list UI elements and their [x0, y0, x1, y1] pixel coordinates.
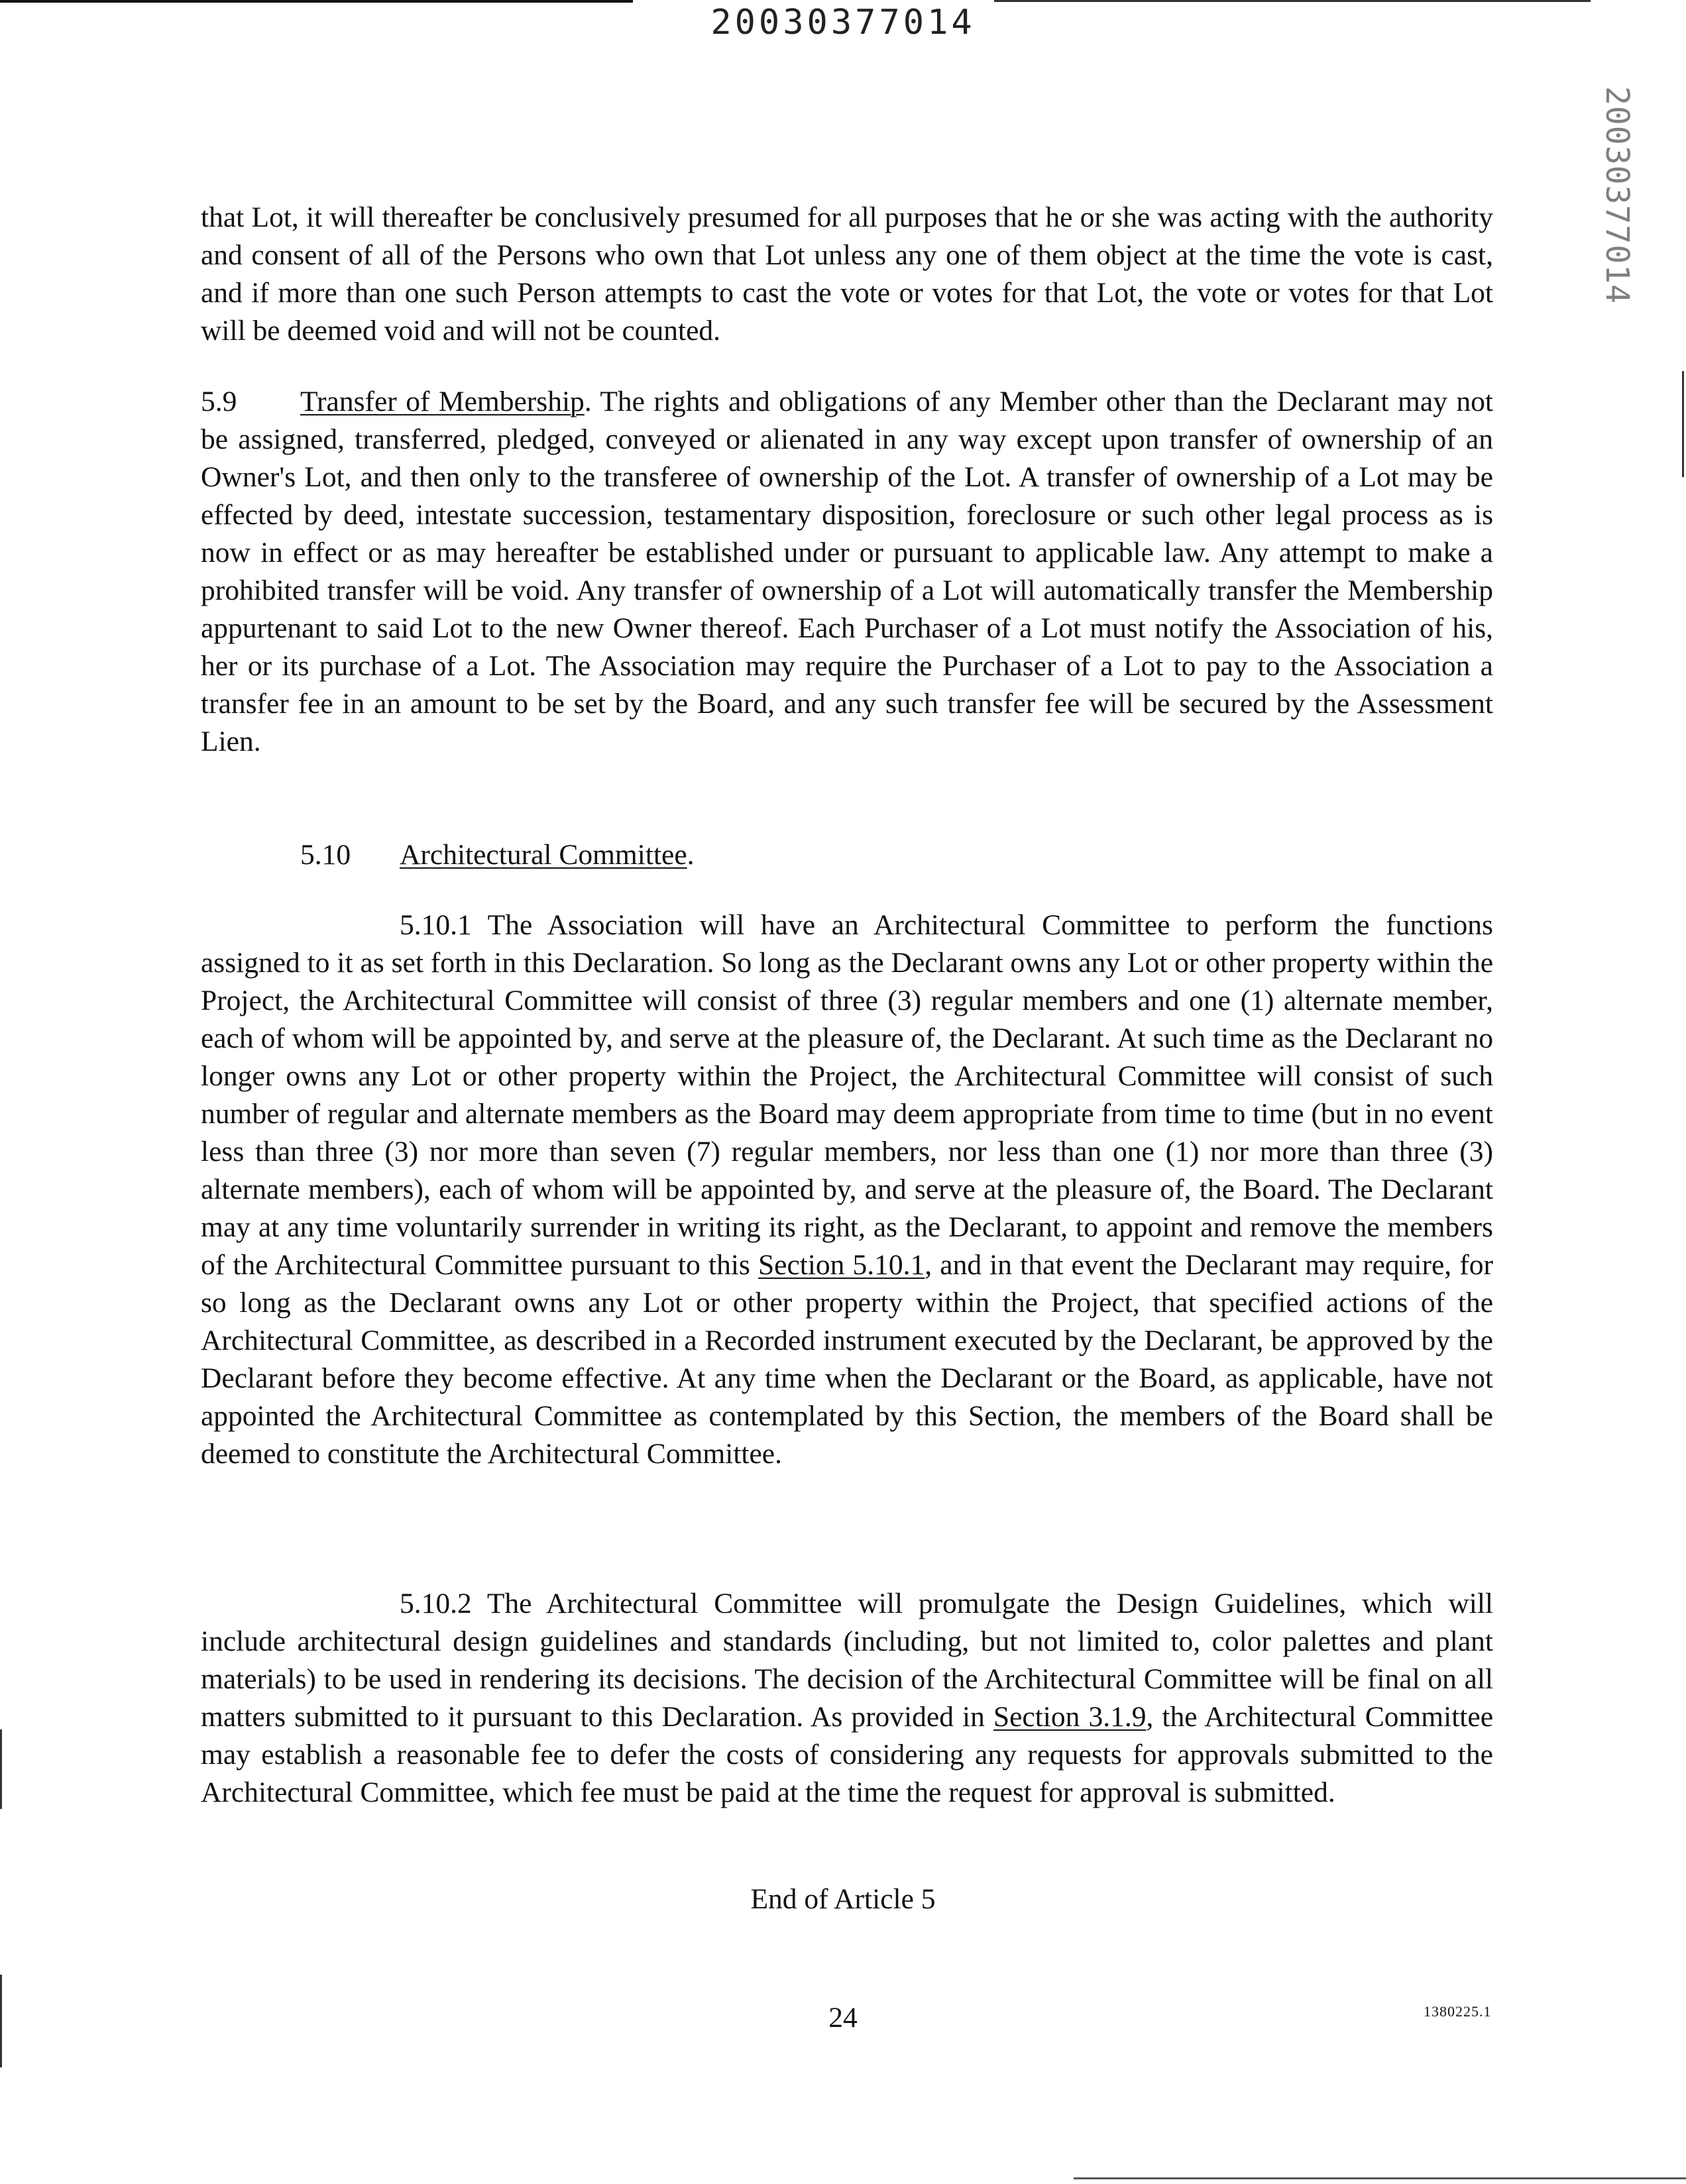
section-body: , and in that event the Declarant may require, for so long as the Declarant owns any Lot or other property within the Project, that specified actions of the Architectural Committee, as described in a Recorded instrument executed by the Declarant, be approved by the Declarant before they become effective. At any time when the Declarant or the Board, as applicable, have not appointed the Architectural Committee as contemplated by this Section, the members of the Board shall be deemed to constitute the Architectural Committee. [201, 1249, 1494, 1470]
document-id: 1380225.1 [1424, 2003, 1492, 2020]
paragraph-vote-continuation [201, 199, 1493, 350]
section-5-10-1 [201, 906, 1493, 1473]
section-body: . The rights and obligations of any Member other than the Declarant may not be assigned, transferred, pledged, conveyed or alienated in any way except upon transfer of ownership of an Owner's Lot, and then only to the transferee of ownership of the Lot. A transfer of ownership of a Lot may be effected by deed, intestate succession, testamentary disposition, foreclosure or such other legal process as is now in effect or as may hereafter be established under or pursuant to applicable law. Any attempt to make a prohibited transfer will be void. Any transfer of ownership of a Lot will automatically transfer the Membership appurtenant to said Lot to the new Owner thereof. Each Purchaser of a Lot must notify the Association of his, her or its purchase of a Lot. The Association may require the Purchaser of a Lot to pay to the Association a transfer fee in an amount to be set by the Board, and any such transfer fee will be secured by the Assessment Lien. [201, 386, 1493, 757]
section-5-9 [201, 383, 1493, 761]
right-edge-mark [1682, 371, 1684, 477]
section-reference: Section 5.10.1 [758, 1249, 925, 1281]
section-body: 5.10.2 The Architectural Committee will promulgate the Design Guidelines, which will include architectural design guidelines and standards (including, but not limited to, color palettes and plant materials) to be used in rendering its decisions. The decision of the Architectural Committee will be final on all matters submitted to it pursuant to this Declaration. As provided in [201, 1588, 1493, 1733]
section-reference: Section 3.1.9 [993, 1701, 1147, 1733]
section-body: , the Architectural Committee may establish a reasonable fee to defer the costs of considering any requests for approvals submitted to the Architectural Committee, which fee must be paid at the time the request for approval is submitted. [201, 1701, 1494, 1808]
section-number: 5.10 [300, 839, 351, 871]
top-scan-rule-right [994, 0, 1591, 2]
section-5-10-2 [201, 1585, 1493, 1812]
recording-number: 20030377014 [710, 3, 976, 42]
paragraph-text: that Lot, it will thereafter be conclusively presumed for all purposes that he or she was acting with the authority and consent of all of the Persons who own that Lot unless any one of them object at the time the vote is cast, and if more than one such Person attempts to cast the vote or votes for that Lot, the vote or votes for that Lot will be deemed void and will not be counted. [201, 201, 1493, 347]
section-title: Transfer of Membership [300, 386, 585, 417]
page-number: 24 [828, 2002, 858, 2034]
bottom-scan-rule [1074, 2177, 1686, 2179]
section-body: 5.10.1 The Association will have an Architectural Committee to perform the functions assigned to it as set forth in this Declaration. So long as the Declarant owns any Lot or other property within the Project, the Architectural Committee will consist of three (3) regular members and one (1) alternate member, each of whom will be appointed by, and serve at the pleasure of, the Declarant. At such time as the Declarant no longer owns any Lot or other property within the Project, the Architectural Committee will consist of such number of regular and alternate members as the Board may deem appropriate from time to time (but in no event less than three (3) nor more than seven (7) regular members, nor less than one (1) nor more than three (3) alternate members), each of whom will be appointed by, and serve at the pleasure of, the Board. The Declarant may at any time voluntarily surrender in writing its right, as the Declarant, to appoint and remove the members of the Architectural Committee pursuant to this [201, 909, 1493, 1281]
section-5-10-heading [201, 836, 1493, 874]
section-title-period: . [687, 839, 695, 871]
section-number: 5.9 [201, 386, 237, 417]
section-title: Architectural Committee [400, 839, 687, 871]
left-edge-mark [0, 1729, 2, 1809]
side-recording-stamp: 20030377014 [1599, 86, 1636, 304]
end-of-article: End of Article 5 [750, 1883, 936, 1915]
